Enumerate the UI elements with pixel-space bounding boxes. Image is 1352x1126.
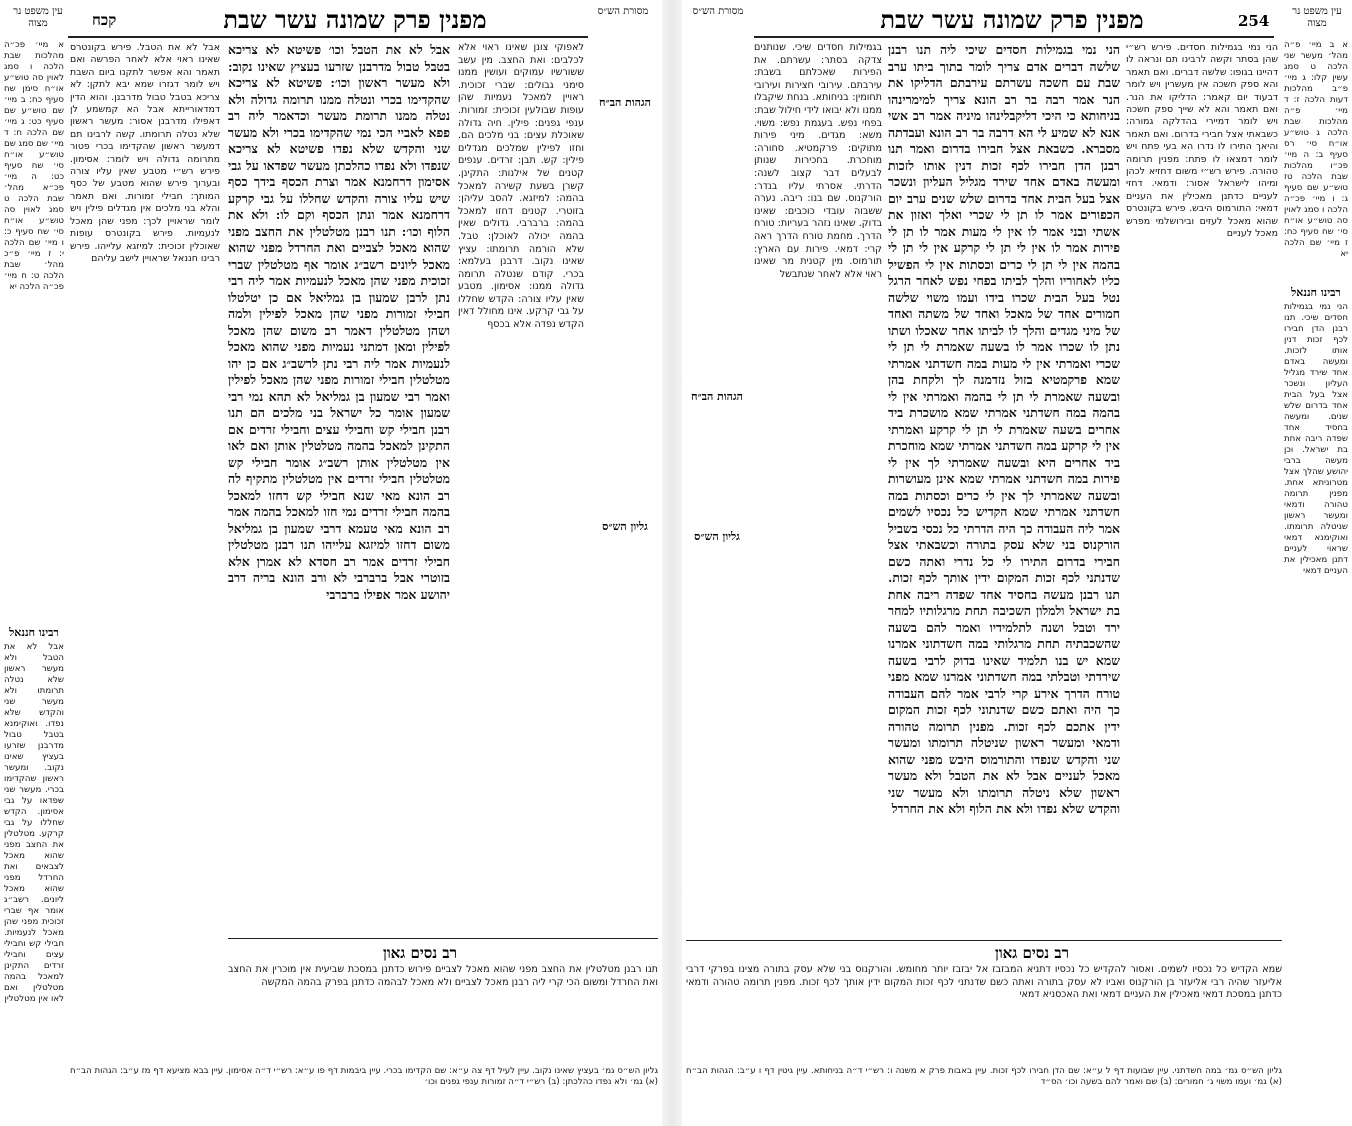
left-header-rule xyxy=(68,36,588,38)
right-bottom-rule xyxy=(686,940,1282,941)
right-rashi-column: בגמילות חסדים שיכי. שנותנים צדקה בסתר: עשרתם. את הפירות שאכלתם בשבת: עירבתם. עירובי חצירות ועירובי תחומין: בניחותא. בנחת שיקבלו ממנו ולא יבואו לידי חילול שבת: בפחי נפש. בעגמת נפש: משוי. משא: מגדים. מיני פירות מתוקים: פרקמטיא. סחורה: מוחכרת. בחכירות שנותן לבעלים דבר קצוב לשנה: הדרתי. אסרתי עליו בנדר: הורקנוס. שם בנו: ריבה. נערה ששבוה עובדי כוכבים: שאינו בדוק. שאינו נזהר בעריות: טורח הדרך. מחמת טורח הדרך ראה קרי: דמאי. פירות עם הארץ: תורמוס. מין קטנית מר שאינו ראוי אלא לאחר שנתבשל xyxy=(754,42,882,280)
right-rav-nissim-text: שמא הקדיש כל נכסיו לשמים. ואסור להקדיש כל נכסיו דתניא המבזבז אל יבזבז יותר מחומש. והורקנוס בני שלא עסק בתורה מצינו בפרקי דרבי אליעזר שהיה רבי אליעזר בן הורקנוס ואביו לא עסק בתורה ואתה כשם שדנתני לכף זכות המקום ידין אותך לכף זכות. מפנין תרומה טהורה ודמאי כדתנן במסכת דמאי מאכילין את העניים דמאי ואת האכסניא דמאי xyxy=(686,964,1282,1001)
left-page-running-header: מפנין פרק שמונה עשר שבת xyxy=(223,5,487,34)
right-page xyxy=(682,0,1352,1126)
right-gemara-text: הני נמי בגמילות חסדים שיכי ליה תנו רבנן שלשה דברים אדם צריך לומר בתוך ביתו ערב שבת עם חשכה עשרתם עירבתם הדליקו את הנר אמר רבה בר רב הונא צריך למימרינהו בניחותא כי היכי דליקבלינהו מיניה אמר רב אשי אנא לא שמיע לי הא דרבה בר רב הונא ועבדתה מסברא. כשבאת אצל חבירו בדרום ואמר תנו רבנן הדן חבירו לכף זכות דנין אותו לזכות ומעשה באדם אחד שירד מגליל העליון ונשכר אצל בעל הבית אחד בדרום שלש שנים ערב יום הכפורים אמר לו תן לי שכרי ואלך ואזון את אשתי ובני אמר לו אין לי מעות אמר לו תן לי פירות אמר לו אין לי תן לי קרקע אין לי תן לי בהמה אין לי תן לי כרים וכסתות אין לי הפשיל כליו לאחוריו והלך לביתו בפחי נפש לאחר הרגל נטל בעל הבית שכרו בידו ועמו משוי שלשה חמורים אחד של מאכל ואחד של משתה ואחד של מיני מגדים והלך לו לביתו אחר שאכלו ושתו נתן לו שכרו אמר לו בשעה שאמרת לי תן לי שכרי ואמרתי אין לי מעות במה חשדתני אמרתי שמא פרקמטיא בזול נזדמנה לך ולקחת בהן ובשעה שאמרת לי תן לי בהמה ואמרתי אין לי בהמה במה חשדתני אמרתי שמא מושכרת ביד אחרים בשעה שאמרת לי תן לי קרקע ואמרתי אין לי קרקע במה חשדתני אמרתי שמא מוחכרת ביד אחרים היא ובשעה שאמרתי לך אין לי פירות במה חשדתני אמרתי שמא אינן מעושרות ובשעה שאמרתי לך אין לי כרים וכסתות במה חשדתני אמרתי שמא הקדיש כל נכסיו לשמים אמר ליה העבודה כך היה הדרתי כל נכסי בשביל הורקנוס בני שלא עסק בתורה וכשבאתי אצל חבירי בדרום התירו לי כל נדרי ואתה כשם שדנתני לכף זכות המקום ידין אותך לכף זכות. תנו רבנן מעשה בחסיד אחד שפדה ריבה אחת בת ישראל ולמלון השכיבה תחת מרגלותיו למחר ירד וטבל ושנה לתלמידיו ואמר להם בשעה שהשכבתיה תחת מרגלותי במה חשדתוני אמרנו שמא יש בנו תלמיד שאינו בדוק לרבי בשעה שירדתי וטבלתי במה חשדתוני אמרנו שמא מפני טורח הדרך אירע קרי לרבי אמר להם העבודה כך היה ואתם כשם שדנתוני לכף זכות המקום ידין אתכם לכף זכות. מפנין תרומה טהורה ודמאי ומעשר ראשון שניטלה תרומתו ומעשר שני והקדש שנפדו והתורמוס היבש מפני שהוא מאכל לעניים אבל לא את הטבל ולא מעשר ראשון שלא ניטלה תרומתו ולא מעשר שני והקדש שלא נפדו ולא את הלוף ולא את החרדל xyxy=(888,42,1120,816)
right-ein-mishpat-column: א ב מיי׳ פ״ה מהל׳ מעשר שני הלכה ט סמג עשין קלו: ג מיי׳ פ״ב מהלכות דעות הלכה ז: ד מיי׳ פ״ה מהלכות שבת הלכה ג טוש״ע או״ח סי׳ רס סעיף ב: ה מיי׳ פכ״ו מהלכות שבת הלכה טז טוש״ע שם סעיף ג: ו מיי׳ פכ״ה הלכה ו סמג לאוין סה טוש״ע או״ח סי׳ שח סעיף כח: ז מיי׳ שם הלכה יא xyxy=(1284,40,1348,259)
right-hagahot-heading: הגהות הב״ח xyxy=(691,390,743,403)
left-rashi-column: לאפוקי צונן שאינו ראוי אלא לכלבים: ואת החצב. מין עשב ששורשיו עמוקים ועושין ממנו סימני גבולים: שברי זכוכית. ראויין למאכל נעמיות שהן עופות שבולעין זכוכית: זמורות. ענפי גפנים: פילין. חיה גדולה שאוכלת עצים: בני מלכים הם. וחזו לפילין שמלכים מגדלים פילין: קש. תבן: זרדים. ענפים קטנים של אילנות: התקינן. קשרן בשעת קשירה למאכל בהמה: למיזגא. להסב עליהן: בזוטרי. קטנים דחזו למאכל בהמה: ברברבי. גדולים שאין בהמה יכולה לאוכלן: טבל. שלא הורמה תרומתו: עציץ שאינו נקוב. דרבנן בעלמא: בכרי. קודם שנטלה תרומה גדולה ממנו: אסימון. מטבע שאין עליו צורה: הקדש שחללו על גבי קרקע. אינו מחולל דאין הקדש נפדה אלא בכסף xyxy=(458,42,584,331)
left-rav-nissim-text: תנו רבנן מטלטלין את החצב מפני שהוא מאכל לצביים פירוש כדתנן במסכת שביעית אין מוכרין את החצב ואת החרדל ומשום הכי קרי ליה רבנן מאכל לצביים ולא מאכל לבהמה כדתנן בפרק בהמה המקשה xyxy=(228,964,658,988)
left-rabbenu-chananel-heading: רבינו חננאל xyxy=(9,626,59,639)
left-bottom-notes: גליון הש״ס גמ׳ בעציץ שאינו נקוב. עיין לעיל דף צה ע״א: שם הקדימו בכרי. עיין ביבמות דף פו ע״א: רש״י ד״ה אסימון. עיין בבא מציעא דף מז ע״ב: הגהות הב״ח (א) גמ׳ ולא נפדו כהלכתן: (ב) רש״י ד״ה זמורות ענפי גפנים וכו׳ xyxy=(70,1066,658,1087)
left-bottom-rule xyxy=(228,938,658,939)
left-rav-nissim-heading: רב נסים גאון xyxy=(383,944,457,962)
left-ein-mishpat-label: עין משפט נר מצוה xyxy=(13,6,63,29)
right-ein-mishpat-label: עין משפט נר מצוה xyxy=(1292,6,1342,29)
left-rabbenu-chananel-text: אבל לא את הטבל ולא מעשר ראשון שלא נטלה תרומתו ולא מעשר שני והקדש שלא נפדו. ואוקימנא בטבל טבול מדרבנן שזרעו בעציץ שאינו נקוב. ומעשר ראשון שהקדימו בכרי. מעשר שני שפדאו על גבי אסימון. הקדש שחללו על גבי קרקע. מטלטלין את החצב מפני שהוא מאכל לצבאים ואת החרדל מפני שהוא מאכל ליונים. רשב״ג אומר אף שברי זכוכית מפני שהן מאכל לנעמיות. חבילי קש וחבילי עצים וחבילי זרדים התקינן למאכל בהמה מטלטלין ואם לאו אין מטלטלין xyxy=(4,642,64,1004)
left-page xyxy=(0,0,662,1126)
right-page-running-header: מפנין פרק שמונה עשר שבת xyxy=(880,5,1144,34)
left-ein-mishpat-column: א מיי׳ פכ״ה מהלכות שבת הלכה ו סמג לאוין סה טוש״ע או״ח סימן שח סעיף כח: ב מיי׳ שם טוש״ע שם סעיף כט: ג מיי׳ שם הלכה ח: ד מיי׳ שם סמג שם טוש״ע או״ח סי׳ שח סעיף כט: ה מיי׳ פכ״א מהל׳ שבת הלכה ט סמג לאוין סה טוש״ע או״ח סי׳ שח סעיף כ: ו מיי׳ שם הלכה י: ז מיי׳ פ״כ מהל׳ שבת הלכה ט: ח מיי׳ פכ״ה הלכה יא xyxy=(4,40,64,292)
right-mesoret-label: מסורת הש״ס xyxy=(692,6,744,17)
left-gilyon-heading: גליון הש״ס xyxy=(602,520,648,533)
right-tosafot-column: הני נמי בגמילות חסדים. פירש רש״י שהן בסתר וקשה לרבינו תם ונראה לו דהיינו בגופו: שלשה דברים. ואם תאמר והא ספק חשכה אין מעשרין ויש לומר דבעוד יום קאמר: הדליקו את הנר. ואם תאמר והא לא שייך ספק חשכה ויש לומר דמיירי בהדלקה גמורה: כשבאתי אצל חבירי בדרום. ואם תאמר והיאך התירו לו נדרו הא בעי פתח ויש לומר דמצאו לו פתח: מפנין תרומה טהורה. פירש רש״י משום דחזיא לכהן ומיהו לישראל אסור: ודמאי. דחזי לעניים כדתנן מאכילין את העניים דמאי: התורמוס היבש. פירש בקונטרס שהוא מאכל לעזים ובירושלמי מפרש מאכל לעניים xyxy=(1126,42,1278,240)
left-hagahot-heading: הגהות הב״ח xyxy=(599,96,651,109)
left-page-folio-label: קכח xyxy=(92,11,117,29)
right-gilyon-heading: גליון הש״ס xyxy=(694,530,740,543)
right-header-rule xyxy=(754,36,1274,38)
right-bottom-notes: גליון הש״ס גמ׳ במה חשדתני. עיין שבועות דף ל ע״א: שם הדן חבירו לכף זכות. עיין באבות פרק א משנה ו: רש״י ד״ה בניחותא. עיין גיטין דף ו ע״ב: הגהות הב״ח (א) גמ׳ ועמו משוי ג׳ חמורים: (ב) שם ואמר להם בשעה וכו׳ הס״ד xyxy=(686,1066,1282,1087)
left-mesoret-label: מסורת הש״ס xyxy=(597,6,649,17)
left-gemara-text: אבל לא את הטבל וכו׳ פשיטא לא צריכא בטבל טבול מדרבנן שזרעו בעציץ שאינו נקוב: ולא מעשר ראשון וכו׳: פשיטא לא צריכא שהקדימו בכרי ונטלה ממנו תרומה גדולה ולא נטלה ממנו תרומת מעשר וכדאמר ליה רב פפא לאביי הכי נמי שהקדימו בכרי ולא מעשר שני והקדש שלא נפדו פשיטא לא צריכא שנפדו ולא נפדו כהלכתן מעשר שפדאו על גבי אסימון דרחמנא אמר וצרת הכסף בידך כסף שיש עליו צורה והקדש שחללו על גבי קרקע דרחמנא אמר ונתן הכסף וקם לו: ולא את הלוף וכו׳: תנו רבנן מטלטלין את החצב מפני שהוא מאכל לצביים ואת החרדל מפני שהוא מאכל ליונים רשב״ג אומר אף מטלטלין שברי זכוכית מפני שהן מאכל לנעמיות אמר ליה רבי נתן לרבן שמעון בן גמליאל אם כן יטלטלו חבילי זמורות מפני שהן מאכל לפילין ולמה ושהן מטלטלין דאמר רב משום שהן מאכל לפילין ומאן דמתני נעמיות מפני שהוא מאכל לנעמיות אמר ליה רבי נתן לרשב״ג אם כן יהו מטלטלין חבילי זמורות מפני שהן מאכל לפילין ואמר רבי שמעון בן גמליאל לא תהא נמי רבי שמעון אומר כל ישראל בני מלכים הם תנו רבנן חבילי קש וחבילי עצים וחבילי זרדים אם התקינן למאכל בהמה מטלטלין אותן ואם לאו אין מטלטלין אותן רשב״ג אומר חבילי קש מטלטלין חבילי זרדים אין מטלטלין מתקיף לה רב הונא מאי שנא חבילי קש דחזו למאכל בהמה חבילי זרדים נמי חזו למאכל בהמה אמר רב הונא מאי טעמא דרבי שמעון בן גמליאל משום דחזו למיזגא עלייהו תנו רבנן מטלטלין חבילי זרדים אמר רב חסדא לא אמרן אלא בזוטרי אבל ברברבי לא ורב הונא בריה דרב יהושע אמר אפילו ברברבי xyxy=(228,42,450,602)
right-rav-nissim-heading: רב נסים גאון xyxy=(995,944,1069,962)
right-page-number: 254 xyxy=(1238,12,1270,30)
left-tosafot-column: אבל לא את הטבל. פירש בקונטרס שאינו ראוי אלא לאחר הפרשה ואם תאמר והא אפשר לתקנו ביום השבת ויש לומר דגזרו שמא יבא לתקן: לא צריכא בטבל טבול מדרבנן. והוא הדין דמדאורייתא אבל הא קמשמע לן דאפילו מדרבנן אסור: מעשר ראשון שלא נטלה תרומתו. קשה לרבינו תם דמעשר ראשון שהקדימו בכרי פטור מתרומה גדולה ויש לומר: אסימון. פירש רש״י מטבע שאין עליו צורה ובערוך פירש שהוא מטבע של כסף המותך: חבילי זמורות. ואם תאמר והלא בני מלכים אין מגדלים פילין ויש לומר שראויין לכך: מפני שהן מאכל לנעמיות. פירש בקונטרס עופות שאוכלין זכוכית: למיזגא עלייהו. פירש רבינו חננאל שראויין לישב עליהם xyxy=(70,42,220,264)
book-gutter xyxy=(662,0,682,1126)
right-rabbenu-chananel-text: הני נמי בגמילות חסדים שיכי. תנו רבנן הדן חבירו לכף זכות דנין אותו לזכות. ומעשה באדם אחד שירד מגליל העליון ונשכר אצל בעל הבית אחד בדרום שלש שנים. ומעשה בחסיד אחד שפדה ריבה אחת בת ישראל. וכן מעשה ברבי יהושע שהלך אצל מטרוניתא אחת. מפנין תרומה טהורה ודמאי ומעשר ראשון שניטלה תרומתו. ואוקימנא דמאי שראוי לעניים דתנן מאכילין את העניים דמאי xyxy=(1284,302,1348,576)
right-rabbenu-chananel-heading: רבינו חננאל xyxy=(1291,286,1341,299)
